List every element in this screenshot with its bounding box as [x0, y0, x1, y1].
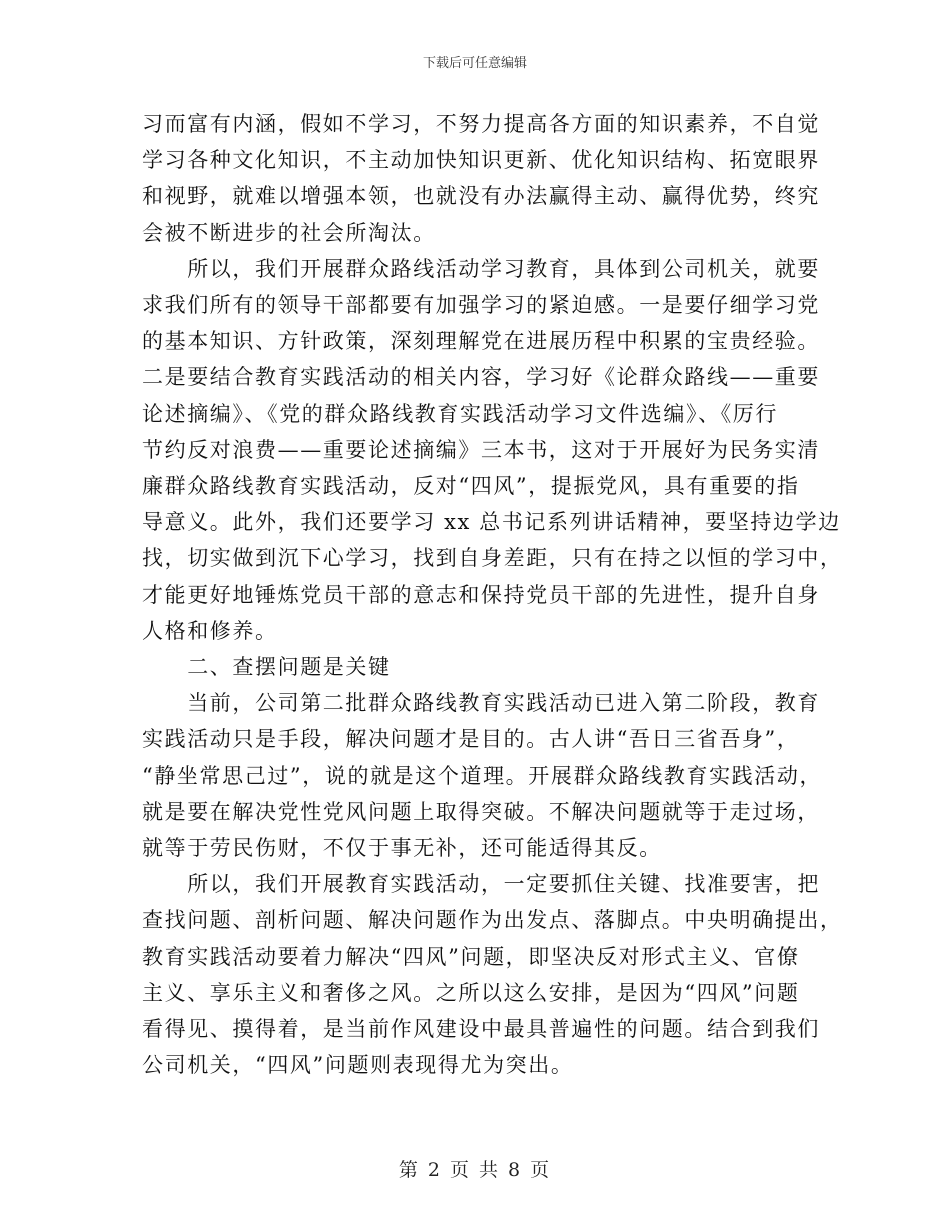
text-line: “静坐常思己过”，说的就是这个道理。开展群众路线教育实践活动，	[142, 763, 823, 788]
text-line: 节约反对浪费——重要论述摘编》三本书，这对于开展好为民务实清	[142, 437, 820, 462]
text-line: 找，切实做到沉下心学习，找到自身差距，只有在持之以恒的学习中，	[142, 546, 843, 571]
text-line: 主义、享乐主义和奢侈之风。之所以这么安排，是因为“四风”问题	[142, 980, 800, 1005]
text-line: 导意义。此外，我们还要学习 xx 总书记系列讲话精神，要坚持边学边	[142, 510, 841, 535]
page-header: 下载后可任意编辑	[422, 56, 527, 71]
text-line: 的基本知识、方针政策，深刻理解党在进展历程中积累的宝贵经验。	[142, 329, 820, 354]
text-line: 求我们所有的领导干部都要有加强学习的紧迫感。一是要仔细学习党	[142, 293, 820, 318]
text-line: 才能更好地锤炼党员干部的意志和保持党员干部的先进性，提升自身	[142, 582, 820, 607]
text-line: 查找问题、剖析问题、解决问题作为出发点、落脚点。中央明确提出，	[142, 908, 843, 933]
text-line: 所以，我们开展教育实践活动，一定要抓住关键、找准要害，把	[142, 872, 820, 897]
text-line: 廉群众路线教育实践活动，反对“四风”，提振党风，具有重要的指	[142, 474, 800, 499]
text-line: 就等于劳民伤财，不仅于事无补，还可能适得其反。	[142, 836, 662, 861]
text-line: 论述摘编》、《党的群众路线教育实践活动学习文件选编》、《厉行	[142, 401, 778, 426]
document-body	[142, 106, 843, 1083]
text-line: 实践活动只是手段，解决问题才是目的。古人讲“吾日三省吾身”，	[142, 727, 800, 752]
text-line: 和视野，就难以增强本领，也就没有办法赢得主动、赢得优势，终究	[142, 184, 820, 209]
page-number: 第 2 页 共 8 页	[398, 1159, 552, 1181]
text-line: 二是要结合教育实践活动的相关内容，学习好《论群众路线——重要	[142, 365, 820, 390]
text-line: 教育实践活动要着力解决“四风”问题，即坚决反对形式主义、官僚	[142, 944, 800, 969]
text-line: 就是要在解决党性党风问题上取得突破。不解决问题就等于走过场，	[142, 799, 820, 824]
text-line: 学习各种文化知识，不主动加快知识更新、优化知识结构、拓宽眼界	[142, 148, 820, 173]
text-line: 会被不断进步的社会所淘汰。	[142, 220, 436, 245]
text-line: 所以，我们开展群众路线活动学习教育，具体到公司机关，就要	[142, 256, 820, 281]
text-line: 人格和修养。	[142, 618, 278, 643]
text-line: 看得见、摸得着，是当前作风建设中最具普遍性的问题。结合到我们	[142, 1017, 820, 1042]
section-heading: 二、查摆问题是关键	[142, 655, 391, 680]
text-line: 习而富有内涵，假如不学习，不努力提高各方面的知识素养，不自觉	[142, 112, 820, 136]
text-line: 公司机关，“四风”问题则表现得尤为突出。	[142, 1053, 574, 1078]
text-line: 当前，公司第二批群众路线教育实践活动已进入第二阶段，教育	[142, 691, 820, 716]
